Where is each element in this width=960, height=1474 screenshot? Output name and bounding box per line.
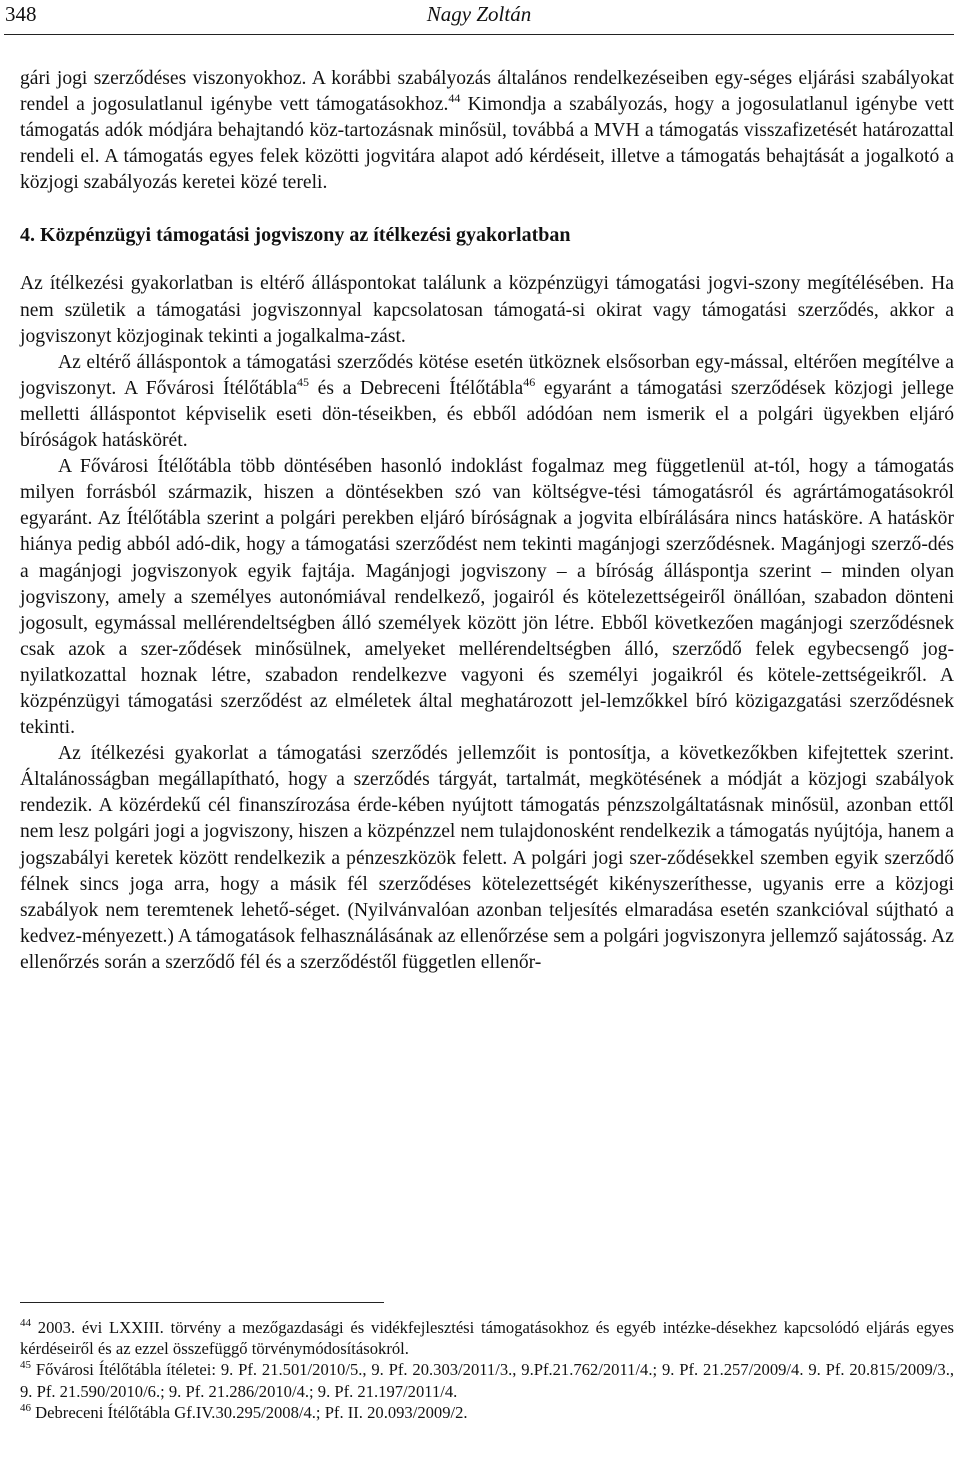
paragraph-1-text-b: Kimondja a szabályozás, hogy a jogosulatlanul igénybe vett támogatás adók módjára behajtandó köz-tartozásnak minősül, továbbá a MVH a támogatás visszafizetését határozattal rendeli el. A támogatás egyes felek közötti jogvitára alapot adó kérdéseit, illetve a támogatás behajtását a jogalkotó a közjogi szabályozás keretei közé tereli.	[20, 94, 954, 194]
footnote-text: 2003. évi LXXIII. törvény a mezőgazdasági és vidékfejlesztési támogatásokhoz és egyéb intézke-désekhez kapcsolódó eljárás egyes kérdéseiről és az ezzel összefüggő törvénymódosításokról.	[20, 1318, 954, 1359]
footnote-44	[20, 1317, 954, 1359]
paragraph-3	[20, 350, 954, 454]
paragraph-3-text-b: és a Debreceni Ítélőtábla	[308, 377, 524, 399]
footnote-46	[20, 1402, 954, 1423]
paragraph-3-text-c: egyaránt a támogatási szerződések közjogi jellege melletti álláspontot képviselik eseti dön-téseikben, és ebből adódóan nem ismerik el a polgári ügyekben eljáró bíróságok hatáskörét.	[20, 377, 954, 452]
footnote-number: 45	[20, 1359, 31, 1372]
footnote-ref-46: 46	[523, 374, 536, 389]
paragraph-4: A Fővárosi Ítélőtábla több döntésében hasonló indoklást fogalmaz meg függetlenül at-tól, hogy a támogatás milyen forrásból származik, hiszen a döntésekben szó van költségve-tési támogatásról és agrártámogatásokról egyaránt. Az Ítélőtábla szerint a polgári perekben eljáró bíróságnak a jogvita elbírálására nincs hatásköre. A hatáskör hiánya pedig abból adó-dik, hogy a támogatási szerződést nem tekinti magánjogi szerződésnek. Magánjogi szerző-dés a magánjogi jogviszonyok egyik fajtája. Magánjogi jogviszony – a bíróság álláspontja szerint – minden olyan jogviszony, amely a személyes autonómiával rendelkező, jogairól és kötelezettségeiről önállóan, szabadon dönteni jogosult, egymással mellérendeltségben álló személyek között jön létre. Ebből következően magánjogi szerződésnek csak azok a szer-ződések minősülnek, amelyeket mellérendeltségben álló, szerződő felek egybecsengő jog-nyilatkozattal hoznak létre, szabadon rendelkezve vagyoni és személyi jogaikról és kötele-zettségeikről. A közpénzügyi támogatási szerződést az elméletek által meghatározott jel-lemzőkkel bíró közigazgatási szerződésnek tekinti.	[20, 456, 954, 739]
footnote-ref-44: 44	[448, 91, 461, 106]
footnotes	[20, 1317, 954, 1423]
footnote-text: Fővárosi Ítélőtábla ítéletei: 9. Pf. 21.501/2010/5., 9. Pf. 20.303/2011/3., 9.Pf.21.762/2011/4.; 9. Pf. 21.257/2009/4. 9. Pf. 20.815/2009/3., 9. Pf. 21.590/2010/6.; 9. Pf. 21.286/2010/4.; 9. Pf. 21.197/2011/4.	[20, 1360, 954, 1401]
body-text	[20, 66, 954, 976]
footnote-number: 46	[20, 1401, 31, 1414]
footnote-number: 44	[20, 1317, 31, 1329]
paragraph-1-text-a: gári jogi szerződéses viszonyokhoz. A korábbi szabályozás általános rendelkezéseiben egy-séges eljárási szabályokat rendel a jogosulatlanul igénybe vett támogatásokhoz.	[20, 68, 954, 116]
page-number: 348	[5, 2, 37, 26]
footnote-45	[20, 1359, 954, 1401]
footnote-divider	[20, 1302, 384, 1303]
footnote-text: Debreceni Ítélőtábla Gf.IV.30.295/2008/4.; Pf. II. 20.093/2009/2.	[31, 1402, 468, 1422]
paragraph-3-text-a: Az eltérő álláspontok a támogatási szerződés kötése esetén ütköznek elsősorban egy-mással, eltérően megítélve a jogviszonyt. A Fővárosi Ítélőtábla	[20, 351, 954, 399]
section-heading: 4. Közpénzügyi támogatási jogviszony az ítélkezési gyakorlatban	[20, 224, 571, 247]
paragraph-2: Az ítélkezési gyakorlatban is eltérő álláspontokat találunk a közpénzügyi támogatási jogvi-szony megítélésében. Ha nem születik a támogatási jogviszonnyal kapcsolatosan támogatá-si okirat vagy támogatási szerződés, akkor a jogviszonyt közjoginak tekinti a jogalkalma-zást.	[20, 273, 954, 347]
running-head-author: Nagy Zoltán	[426, 2, 532, 26]
paragraph-1	[20, 66, 954, 196]
footnote-ref-45: 45	[296, 374, 309, 389]
page-header	[4, 0, 954, 35]
paragraph-5: Az ítélkezési gyakorlat a támogatási szerződés jellemzőit is pontosítja, a következőkben kifejtettek szerint. Általánosságban megállapítható, hogy a szerződés tárgyát, tartalmát, megkötésének a módját a közjogi szabályok rendezik. A közérdekű cél finanszírozása érde-kében nyújtott támogatás pénzszolgáltatásnak minősül, azonban ettől nem lesz polgári jogi a jogviszony, hiszen a közpénzzel nem tulajdonosként rendelkezik a támogatás nyújtója, hanem a jogszabályi keretek között rendelkezik a pénzeszközök felett. A polgári jogi szer-ződésekkel szemben egyik szerződő félnek sincs joga arra, hogy a másik fél szerződéses kötelezettségét kikényszeríthesse, ugyanis erre a közjogi szabályok nem teremtenek lehető-séget. (Nyilvánvalóan azonban teljesítés elmaradása esetén szankcióval sújtható a kedvez-ményezett.) A támogatások felhasználásának az ellenőrzése sem a polgári jogviszonyra jellemző sajátosság. Az ellenőrzés során a szerződő fél és a szerződéstől független ellenőr-	[20, 743, 954, 973]
